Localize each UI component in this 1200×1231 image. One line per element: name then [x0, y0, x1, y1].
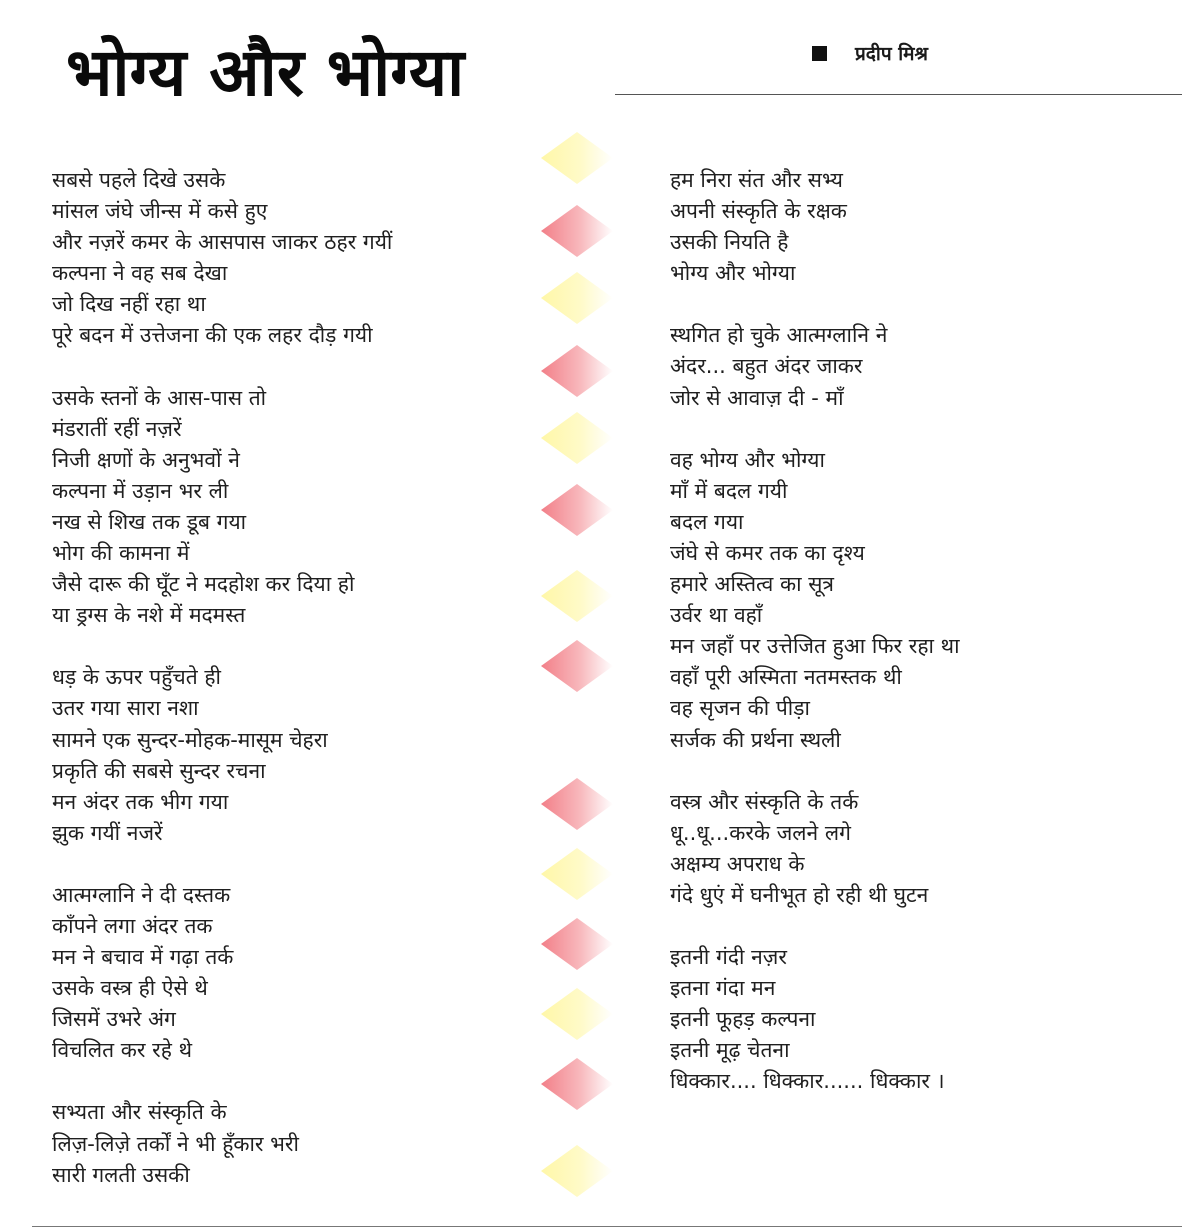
poem-line: मांसल जंघे जीन्स में कसे हुए	[52, 199, 268, 224]
pink-diamond-icon	[541, 640, 613, 692]
poem-line: नख से शिख तक डूब गया	[52, 509, 247, 534]
pink-diamond-icon	[541, 1058, 613, 1110]
author-name: प्रदीप मिश्र	[855, 43, 928, 65]
square-bullet-icon	[812, 46, 827, 61]
header-divider	[615, 94, 1182, 95]
poem-line: स्थगित हो चुके आत्मग्लानि ने	[670, 323, 888, 348]
poem-line: या ड्रग्स के नशे में मदमस्त	[52, 603, 246, 628]
poem-line: उसके स्तनों के आस-पास तो	[52, 385, 267, 410]
footer-divider	[32, 1226, 1182, 1227]
poem-right-column	[670, 165, 960, 1097]
poem-line: उतर गया सारा नशा	[52, 696, 199, 721]
stanza	[670, 165, 960, 289]
poem-line: सबसे पहले दिखे उसके	[52, 168, 226, 192]
poem-line: जंघे से कमर तक का दृश्य	[670, 540, 865, 565]
poem-line: हमारे अस्तित्व का सूत्र	[670, 572, 834, 597]
poem-line: मंडरातीं रहीं नज़रें	[52, 416, 182, 441]
poem-line: वह भोग्य और भोग्या	[670, 447, 825, 472]
poem-line: आत्मग्लानि ने दी दस्तक	[52, 882, 231, 907]
poem-line: कल्पना ने वह सब देखा	[52, 261, 228, 286]
poem-line: विचलित कर रहे थे	[52, 1038, 192, 1063]
pink-diamond-icon	[541, 778, 613, 830]
poem-line: जोर से आवाज़ दी - माँ	[670, 385, 844, 410]
stanza	[52, 1097, 392, 1190]
poem-line: प्रकृति की सबसे सुन्दर रचना	[52, 758, 266, 783]
yellow-diamond-icon	[541, 988, 613, 1040]
poem-line: और नज़रें कमर के आसपास जाकर ठहर गयीं	[52, 230, 393, 255]
author-byline	[812, 40, 928, 66]
yellow-diamond-icon	[541, 272, 613, 324]
yellow-diamond-icon	[541, 570, 613, 622]
poem-line: मन जहाँ पर उत्तेजित हुआ फिर रहा था	[670, 634, 960, 659]
poem-line: इतनी फूहड़ कल्पना	[670, 1007, 816, 1032]
pink-diamond-icon	[541, 205, 613, 257]
yellow-diamond-icon	[541, 1145, 613, 1197]
poem-line: मन अंदर तक भीग गया	[52, 789, 229, 814]
poem-line: सारी गलती उसकी	[52, 1162, 190, 1187]
stanza	[670, 787, 960, 911]
stanza	[670, 320, 960, 413]
poem-left-column	[52, 165, 392, 1191]
poem-line: वहाँ पूरी अस्मिता नतमस्तक थी	[670, 665, 902, 690]
poem-line: भोग्य और भोग्या	[670, 261, 796, 286]
pink-diamond-icon	[541, 918, 613, 970]
stanza	[670, 445, 960, 756]
poem-line: सामने एक सुन्दर-मोहक-मासूम चेहरा	[52, 727, 328, 752]
stanza	[52, 662, 392, 849]
poem-line: सर्जक की प्रर्थना स्थली	[670, 727, 841, 752]
poem-line: जिसमें उभरे अंग	[52, 1007, 176, 1032]
poem-line: धड़ के ऊपर पहुँचते ही	[52, 665, 221, 690]
poem-line: वह सृजन की पीड़ा	[670, 696, 810, 721]
stanza	[52, 165, 392, 352]
stanza	[52, 880, 392, 1067]
poem-line: बदल गया	[670, 509, 744, 534]
poem-line: धू..धू...करके जलने लगे	[670, 820, 851, 845]
poem-line: उर्वर था वहाँ	[670, 603, 763, 628]
poem-title: भोग्य और भोग्या	[66, 34, 465, 111]
poem-line: लिज़-लिज़े तर्कों ने भी हूँकार भरी	[52, 1131, 299, 1156]
yellow-diamond-icon	[541, 848, 613, 900]
poem-line: माँ में बदल गयी	[670, 478, 788, 503]
poem-line: उसके वस्त्र ही ऐसे थे	[52, 976, 208, 1001]
poem-line: भोग की कामना में	[52, 541, 190, 566]
poem-line: इतनी मूढ़ चेतना	[670, 1038, 790, 1063]
poem-line: अंदर... बहुत अंदर जाकर	[670, 354, 863, 379]
poem-line: पूरे बदन में उत्तेजना की एक लहर दौड़ गयी	[52, 323, 373, 348]
poem-line: मन ने बचाव में गढ़ा तर्क	[52, 945, 234, 970]
poem-line: काँपने लगा अंदर तक	[52, 913, 213, 938]
poem-line: इतनी गंदी नज़र	[670, 944, 787, 969]
poem-line: हम निरा संत और सभ्य	[670, 168, 843, 192]
pink-diamond-icon	[541, 484, 613, 536]
yellow-diamond-icon	[541, 412, 613, 464]
poem-line: धिक्कार.... धिक्कार...... धिक्कार ।	[670, 1069, 945, 1094]
stanza	[52, 383, 392, 632]
poem-line: सभ्यता और संस्कृति के	[52, 1100, 227, 1125]
poem-line: जो दिख नहीं रहा था	[52, 292, 206, 317]
poem-line: अपनी संस्कृति के रक्षक	[670, 199, 847, 224]
poem-line: निजी क्षणों के अनुभवों ने	[52, 447, 240, 472]
stanza	[670, 942, 960, 1097]
poem-line: जैसे दारू की घूँट ने मदहोश कर दिया हो	[52, 572, 355, 597]
poem-line: कल्पना में उड़ान भर ली	[52, 478, 229, 503]
poem-line: उसकी नियति है	[670, 230, 789, 255]
poem-line: इतना गंदा मन	[670, 976, 776, 1001]
pink-diamond-icon	[541, 345, 613, 397]
poem-line: वस्त्र और संस्कृति के तर्क	[670, 789, 859, 814]
poem-line: अक्षम्य अपराध के	[670, 851, 805, 876]
yellow-diamond-icon	[541, 132, 613, 184]
poem-line: गंदे धुएं में घनीभूत हो रही थी घुटन	[670, 882, 929, 907]
poem-line: झुक गयीं नजरें	[52, 820, 163, 845]
